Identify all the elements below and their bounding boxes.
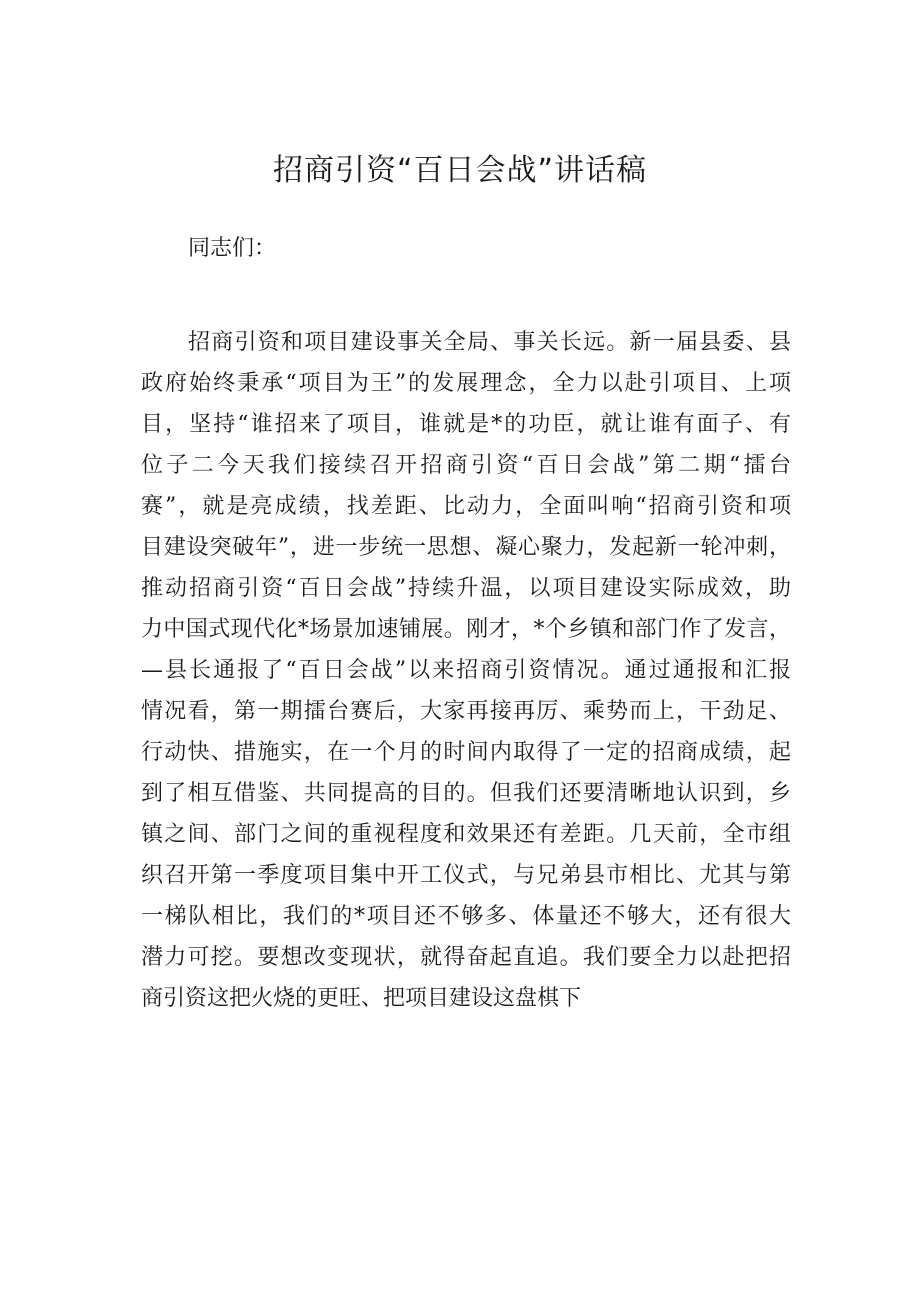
body-line: 招商引资和项目建设事关全局、事关长远。新一届县委、县	[188, 330, 791, 355]
body-line: 目，坚持“谁招来了项目，谁就是*的功臣，就让谁有面子、有	[141, 412, 791, 437]
body-line: 政府始终秉承“项目为王”的发展理念，全力以赴引项目、上项	[141, 371, 791, 396]
body-line: 织召开第一季度项目集中开工仪式，与兄弟县市相比、尤其与第	[141, 863, 791, 888]
body-line: —县长通报了“百日会战”以来招商引资情况。通过通报和汇报	[141, 658, 791, 683]
body-line: 镇之间、部门之间的重视程度和效果还有差距。几天前，全市组	[141, 822, 791, 847]
body-line: 力中国式现代化*场景加速铺展。刚才，*个乡镇和部门作了发言，	[141, 617, 791, 642]
body-line: 潜力可挖。要想改变现状，就得奋起直追。我们要全力以赴把招	[141, 945, 791, 970]
salutation: 同志们：	[188, 236, 277, 261]
body-line: 位子二今天我们接续召开招商引资“百日会战”第二期“擂台	[141, 453, 791, 478]
body-line: 赛”，就是亮成绩，找差距、比动力，全面叫响“招商引资和项	[141, 494, 791, 519]
body-line: 情况看，第一期擂台赛后，大家再接再厉、乘势而上，干劲足、	[141, 699, 791, 724]
body-line: 目建设突破年”，进一步统一思想、凝心聚力，发起新一轮冲刺，	[141, 535, 791, 560]
body-line: 商引资这把火烧的更旺、把项目建设这盘棋下	[141, 986, 582, 1011]
body-line: 推动招商引资“百日会战”持续升温，以项目建设实际成效，助	[141, 576, 791, 601]
document-title: 招商引资“百日会战”讲话稿	[272, 153, 648, 188]
speech-body	[141, 322, 791, 1019]
body-line: 到了相互借鉴、共同提高的目的。但我们还要清晰地认识到，乡	[141, 781, 791, 806]
body-line: 行动快、措施实，在一个月的时间内取得了一定的招商成绩，起	[141, 740, 791, 765]
body-line: 一梯队相比，我们的*项目还不够多、体量还不够大，还有很大	[141, 904, 791, 929]
